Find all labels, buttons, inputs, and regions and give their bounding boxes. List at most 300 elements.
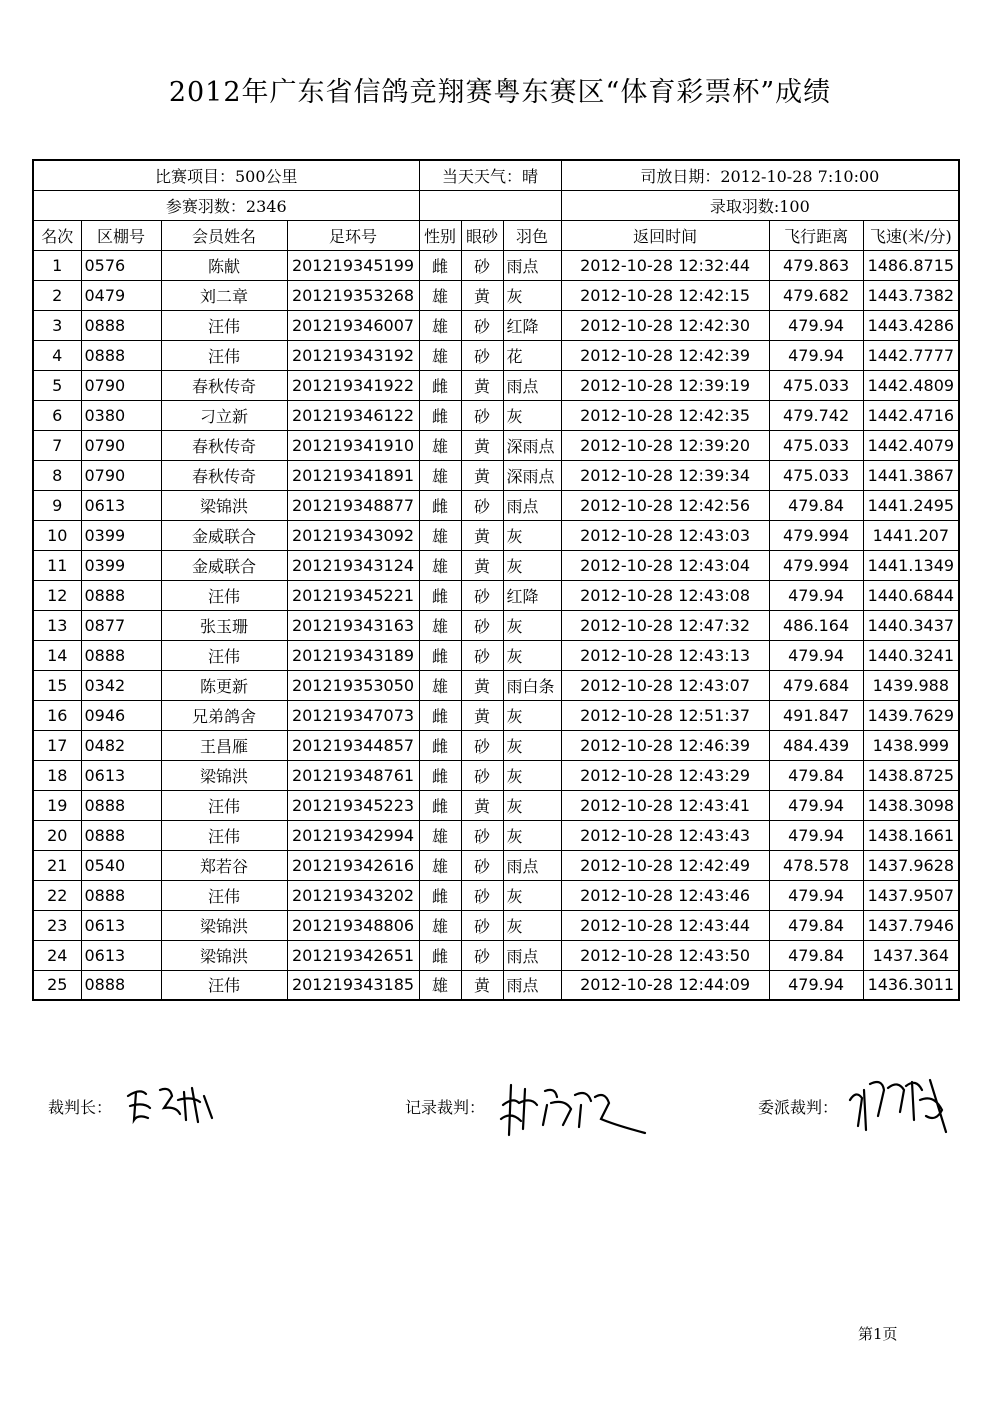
cell-loft: 0888 xyxy=(81,790,161,820)
col-header-return-time: 返回时间 xyxy=(561,220,769,250)
cell-color: 雨点 xyxy=(503,850,561,880)
cell-distance: 479.94 xyxy=(769,310,863,340)
cell-distance: 475.033 xyxy=(769,370,863,400)
cell-loft: 0342 xyxy=(81,670,161,700)
cell-color: 灰 xyxy=(503,610,561,640)
cell-color: 灰 xyxy=(503,280,561,310)
cell-loft: 0613 xyxy=(81,760,161,790)
cell-ring: 201219343202 xyxy=(287,880,419,910)
cell-member: 梁锦洪 xyxy=(161,490,287,520)
cell-return-time: 2012-10-28 12:46:39 xyxy=(561,730,769,760)
cell-color: 红降 xyxy=(503,310,561,340)
cell-rank: 2 xyxy=(33,280,81,310)
cell-rank: 24 xyxy=(33,940,81,970)
cell-eye: 黄 xyxy=(461,460,503,490)
cell-return-time: 2012-10-28 12:47:32 xyxy=(561,610,769,640)
cell-ring: 201219353268 xyxy=(287,280,419,310)
cell-eye: 黄 xyxy=(461,520,503,550)
cell-ring: 201219346122 xyxy=(287,400,419,430)
cell-distance: 478.578 xyxy=(769,850,863,880)
cell-sex: 雌 xyxy=(419,700,461,730)
cell-sex: 雌 xyxy=(419,250,461,280)
cell-rank: 10 xyxy=(33,520,81,550)
cell-loft: 0888 xyxy=(81,340,161,370)
cell-eye: 黄 xyxy=(461,280,503,310)
cell-rank: 3 xyxy=(33,310,81,340)
cell-rank: 17 xyxy=(33,730,81,760)
cell-sex: 雌 xyxy=(419,730,461,760)
col-header-sex: 性别 xyxy=(419,220,461,250)
cell-speed: 1437.7946 xyxy=(863,910,959,940)
cell-rank: 7 xyxy=(33,430,81,460)
cell-member: 刘二章 xyxy=(161,280,287,310)
cell-member: 梁锦洪 xyxy=(161,940,287,970)
cell-loft: 0888 xyxy=(81,970,161,1000)
table-row xyxy=(33,790,959,820)
cell-return-time: 2012-10-28 12:43:50 xyxy=(561,940,769,970)
table-row xyxy=(33,670,959,700)
cell-eye: 砂 xyxy=(461,730,503,760)
cell-speed: 1440.6844 xyxy=(863,580,959,610)
cell-color: 花 xyxy=(503,340,561,370)
cell-return-time: 2012-10-28 12:42:49 xyxy=(561,850,769,880)
cell-rank: 15 xyxy=(33,670,81,700)
col-header-eye: 眼砂 xyxy=(461,220,503,250)
appointed-referee-label: 委派裁判： xyxy=(758,1098,839,1117)
cell-color: 雨点 xyxy=(503,940,561,970)
cell-speed: 1441.3867 xyxy=(863,460,959,490)
cell-member: 汪伟 xyxy=(161,820,287,850)
cell-eye: 黄 xyxy=(461,700,503,730)
cell-rank: 6 xyxy=(33,400,81,430)
table-row xyxy=(33,490,959,520)
col-header-ring: 足环号 xyxy=(287,220,419,250)
cell-distance: 479.682 xyxy=(769,280,863,310)
page-number: 第1页 xyxy=(858,1325,898,1343)
cell-distance: 479.84 xyxy=(769,940,863,970)
col-header-speed: 飞速(米/分) xyxy=(863,220,959,250)
cell-color: 深雨点 xyxy=(503,460,561,490)
cell-eye: 砂 xyxy=(461,490,503,520)
cell-rank: 18 xyxy=(33,760,81,790)
cell-color: 灰 xyxy=(503,880,561,910)
table-row xyxy=(33,430,959,460)
cell-sex: 雄 xyxy=(419,520,461,550)
cell-sex: 雄 xyxy=(419,910,461,940)
cell-speed: 1440.3437 xyxy=(863,610,959,640)
cell-color: 雨点 xyxy=(503,370,561,400)
cell-return-time: 2012-10-28 12:43:29 xyxy=(561,760,769,790)
cell-speed: 1437.364 xyxy=(863,940,959,970)
cell-return-time: 2012-10-28 12:43:03 xyxy=(561,520,769,550)
cell-member: 梁锦洪 xyxy=(161,760,287,790)
cell-color: 灰 xyxy=(503,400,561,430)
cell-eye: 砂 xyxy=(461,340,503,370)
cell-speed: 1436.3011 xyxy=(863,970,959,1000)
cell-rank: 20 xyxy=(33,820,81,850)
cell-member: 汪伟 xyxy=(161,880,287,910)
cell-sex: 雄 xyxy=(419,970,461,1000)
cell-loft: 0576 xyxy=(81,250,161,280)
cell-speed: 1438.999 xyxy=(863,730,959,760)
cell-eye: 黄 xyxy=(461,790,503,820)
cell-rank: 9 xyxy=(33,490,81,520)
cell-eye: 砂 xyxy=(461,640,503,670)
cell-rank: 4 xyxy=(33,340,81,370)
cell-ring: 201219342616 xyxy=(287,850,419,880)
cell-speed: 1439.988 xyxy=(863,670,959,700)
cell-ring: 201219345223 xyxy=(287,790,419,820)
chief-referee-label: 裁判长： xyxy=(48,1098,113,1117)
cell-speed: 1437.9507 xyxy=(863,880,959,910)
cell-eye: 砂 xyxy=(461,940,503,970)
cell-return-time: 2012-10-28 12:32:44 xyxy=(561,250,769,280)
cell-rank: 23 xyxy=(33,910,81,940)
cell-member: 张玉珊 xyxy=(161,610,287,640)
cell-loft: 0790 xyxy=(81,430,161,460)
cell-return-time: 2012-10-28 12:43:44 xyxy=(561,910,769,940)
cell-member: 汪伟 xyxy=(161,640,287,670)
cell-rank: 8 xyxy=(33,460,81,490)
cell-eye: 黄 xyxy=(461,550,503,580)
info-row-1 xyxy=(33,160,959,190)
table-row xyxy=(33,280,959,310)
cell-loft: 0613 xyxy=(81,910,161,940)
cell-distance: 479.94 xyxy=(769,340,863,370)
cell-color: 深雨点 xyxy=(503,430,561,460)
cell-member: 汪伟 xyxy=(161,970,287,1000)
table-row xyxy=(33,610,959,640)
cell-eye: 砂 xyxy=(461,820,503,850)
cell-return-time: 2012-10-28 12:43:13 xyxy=(561,640,769,670)
cell-speed: 1441.1349 xyxy=(863,550,959,580)
table-row xyxy=(33,970,959,1000)
race-item: 比赛项目：500公里 xyxy=(33,160,419,190)
cell-distance: 479.94 xyxy=(769,580,863,610)
entries-count: 参赛羽数：2346 xyxy=(33,190,419,220)
cell-sex: 雄 xyxy=(419,430,461,460)
cell-return-time: 2012-10-28 12:43:43 xyxy=(561,820,769,850)
cell-speed: 1442.4716 xyxy=(863,400,959,430)
cell-member: 汪伟 xyxy=(161,790,287,820)
cell-ring: 201219353050 xyxy=(287,670,419,700)
cell-member: 汪伟 xyxy=(161,340,287,370)
cell-member: 春秋传奇 xyxy=(161,430,287,460)
cell-sex: 雄 xyxy=(419,340,461,370)
recording-referee-label: 记录裁判： xyxy=(405,1098,486,1117)
weather: 当天天气：晴 xyxy=(419,160,561,190)
cell-member: 陈更新 xyxy=(161,670,287,700)
table-row xyxy=(33,700,959,730)
cell-color: 灰 xyxy=(503,640,561,670)
cell-ring: 201219343163 xyxy=(287,610,419,640)
col-header-distance: 飞行距离 xyxy=(769,220,863,250)
cell-rank: 22 xyxy=(33,880,81,910)
cell-return-time: 2012-10-28 12:42:15 xyxy=(561,280,769,310)
recording-referee-signature xyxy=(495,1075,655,1145)
cell-eye: 黄 xyxy=(461,370,503,400)
cell-sex: 雄 xyxy=(419,280,461,310)
cell-color: 雨点 xyxy=(503,490,561,520)
table-row xyxy=(33,400,959,430)
cell-eye: 砂 xyxy=(461,850,503,880)
cell-loft: 0888 xyxy=(81,310,161,340)
cell-distance: 479.94 xyxy=(769,640,863,670)
cell-distance: 479.84 xyxy=(769,910,863,940)
cell-ring: 201219347073 xyxy=(287,700,419,730)
cell-loft: 0399 xyxy=(81,520,161,550)
cell-return-time: 2012-10-28 12:43:08 xyxy=(561,580,769,610)
cell-rank: 5 xyxy=(33,370,81,400)
cell-loft: 0946 xyxy=(81,700,161,730)
table-row xyxy=(33,460,959,490)
cell-eye: 砂 xyxy=(461,400,503,430)
cell-distance: 479.94 xyxy=(769,820,863,850)
cell-distance: 479.84 xyxy=(769,490,863,520)
cell-distance: 479.994 xyxy=(769,550,863,580)
cell-loft: 0613 xyxy=(81,490,161,520)
cell-loft: 0479 xyxy=(81,280,161,310)
appointed-referee-signature xyxy=(842,1060,952,1140)
cell-distance: 479.84 xyxy=(769,760,863,790)
cell-member: 春秋传奇 xyxy=(161,370,287,400)
table-row xyxy=(33,760,959,790)
info-row-2 xyxy=(33,190,959,220)
cell-member: 金威联合 xyxy=(161,520,287,550)
cell-loft: 0888 xyxy=(81,580,161,610)
col-header-member: 会员姓名 xyxy=(161,220,287,250)
results-table xyxy=(32,159,960,1001)
cell-return-time: 2012-10-28 12:39:19 xyxy=(561,370,769,400)
cell-rank: 13 xyxy=(33,610,81,640)
cell-speed: 1440.3241 xyxy=(863,640,959,670)
cell-ring: 201219348761 xyxy=(287,760,419,790)
info-blank-cell xyxy=(419,190,561,220)
cell-sex: 雌 xyxy=(419,400,461,430)
cell-sex: 雄 xyxy=(419,670,461,700)
cell-ring: 201219346007 xyxy=(287,310,419,340)
cell-member: 陈献 xyxy=(161,250,287,280)
cell-color: 灰 xyxy=(503,820,561,850)
table-row xyxy=(33,340,959,370)
cell-rank: 1 xyxy=(33,250,81,280)
cell-sex: 雄 xyxy=(419,820,461,850)
page-title: 2012年广东省信鸽竞翔赛粤东赛区“体育彩票杯”成绩 xyxy=(168,77,832,108)
cell-color: 雨点 xyxy=(503,250,561,280)
cell-distance: 479.94 xyxy=(769,880,863,910)
cell-distance: 479.742 xyxy=(769,400,863,430)
cell-loft: 0399 xyxy=(81,550,161,580)
cell-color: 灰 xyxy=(503,730,561,760)
table-row xyxy=(33,910,959,940)
cell-color: 红降 xyxy=(503,580,561,610)
cell-distance: 479.994 xyxy=(769,520,863,550)
cell-loft: 0540 xyxy=(81,850,161,880)
cell-color: 灰 xyxy=(503,550,561,580)
cell-loft: 0877 xyxy=(81,610,161,640)
cell-eye: 黄 xyxy=(461,430,503,460)
cell-sex: 雄 xyxy=(419,610,461,640)
cell-rank: 11 xyxy=(33,550,81,580)
cell-loft: 0380 xyxy=(81,400,161,430)
cell-color: 雨点 xyxy=(503,970,561,1000)
cell-sex: 雌 xyxy=(419,790,461,820)
cell-ring: 201219343092 xyxy=(287,520,419,550)
cell-member: 兄弟鸽舍 xyxy=(161,700,287,730)
cell-loft: 0790 xyxy=(81,370,161,400)
cell-speed: 1443.7382 xyxy=(863,280,959,310)
cell-rank: 21 xyxy=(33,850,81,880)
cell-rank: 12 xyxy=(33,580,81,610)
cell-color: 灰 xyxy=(503,760,561,790)
table-row xyxy=(33,250,959,280)
cell-color: 灰 xyxy=(503,790,561,820)
cell-speed: 1441.207 xyxy=(863,520,959,550)
cell-sex: 雌 xyxy=(419,880,461,910)
cell-rank: 19 xyxy=(33,790,81,820)
cell-eye: 砂 xyxy=(461,910,503,940)
cell-speed: 1442.7777 xyxy=(863,340,959,370)
cell-sex: 雌 xyxy=(419,490,461,520)
cell-return-time: 2012-10-28 12:43:07 xyxy=(561,670,769,700)
cell-ring: 201219345199 xyxy=(287,250,419,280)
cell-distance: 475.033 xyxy=(769,460,863,490)
cell-return-time: 2012-10-28 12:42:30 xyxy=(561,310,769,340)
cell-ring: 201219348806 xyxy=(287,910,419,940)
cell-return-time: 2012-10-28 12:43:04 xyxy=(561,550,769,580)
cell-speed: 1438.3098 xyxy=(863,790,959,820)
cell-speed: 1442.4079 xyxy=(863,430,959,460)
cell-color: 灰 xyxy=(503,700,561,730)
cell-ring: 201219341922 xyxy=(287,370,419,400)
cell-loft: 0888 xyxy=(81,880,161,910)
cell-ring: 201219343189 xyxy=(287,640,419,670)
cell-member: 刁立新 xyxy=(161,400,287,430)
cell-loft: 0613 xyxy=(81,940,161,970)
cell-speed: 1486.8715 xyxy=(863,250,959,280)
cell-rank: 25 xyxy=(33,970,81,1000)
cell-speed: 1437.9628 xyxy=(863,850,959,880)
table-row xyxy=(33,940,959,970)
cell-loft: 0888 xyxy=(81,820,161,850)
cell-distance: 491.847 xyxy=(769,700,863,730)
cell-eye: 黄 xyxy=(461,670,503,700)
cell-ring: 201219345221 xyxy=(287,580,419,610)
qualified-count: 录取羽数:100 xyxy=(561,190,959,220)
cell-ring: 201219348877 xyxy=(287,490,419,520)
cell-color: 灰 xyxy=(503,520,561,550)
cell-member: 金威联合 xyxy=(161,550,287,580)
cell-eye: 砂 xyxy=(461,310,503,340)
table-row xyxy=(33,640,959,670)
cell-ring: 201219343124 xyxy=(287,550,419,580)
cell-sex: 雄 xyxy=(419,310,461,340)
cell-eye: 砂 xyxy=(461,250,503,280)
cell-ring: 201219341910 xyxy=(287,430,419,460)
cell-sex: 雌 xyxy=(419,580,461,610)
cell-return-time: 2012-10-28 12:44:09 xyxy=(561,970,769,1000)
cell-return-time: 2012-10-28 12:51:37 xyxy=(561,700,769,730)
cell-member: 梁锦洪 xyxy=(161,910,287,940)
table-row xyxy=(33,850,959,880)
table-row xyxy=(33,580,959,610)
cell-distance: 475.033 xyxy=(769,430,863,460)
cell-loft: 0482 xyxy=(81,730,161,760)
cell-member: 汪伟 xyxy=(161,310,287,340)
cell-eye: 砂 xyxy=(461,880,503,910)
cell-return-time: 2012-10-28 12:43:46 xyxy=(561,880,769,910)
cell-sex: 雌 xyxy=(419,760,461,790)
cell-ring: 201219343185 xyxy=(287,970,419,1000)
cell-loft: 0790 xyxy=(81,460,161,490)
cell-ring: 201219344857 xyxy=(287,730,419,760)
col-header-rank: 名次 xyxy=(33,220,81,250)
column-header-row xyxy=(33,220,959,250)
cell-member: 春秋传奇 xyxy=(161,460,287,490)
cell-return-time: 2012-10-28 12:43:41 xyxy=(561,790,769,820)
cell-sex: 雄 xyxy=(419,850,461,880)
cell-speed: 1439.7629 xyxy=(863,700,959,730)
cell-speed: 1438.1661 xyxy=(863,820,959,850)
release-date: 司放日期：2012-10-28 7:10:00 xyxy=(561,160,959,190)
cell-distance: 479.684 xyxy=(769,670,863,700)
table-row xyxy=(33,820,959,850)
table-row xyxy=(33,310,959,340)
cell-member: 郑若谷 xyxy=(161,850,287,880)
cell-member: 王昌雁 xyxy=(161,730,287,760)
cell-distance: 479.94 xyxy=(769,970,863,1000)
cell-ring: 201219342651 xyxy=(287,940,419,970)
cell-sex: 雌 xyxy=(419,940,461,970)
cell-distance: 486.164 xyxy=(769,610,863,640)
cell-member: 汪伟 xyxy=(161,580,287,610)
cell-speed: 1442.4809 xyxy=(863,370,959,400)
table-row xyxy=(33,550,959,580)
cell-color: 灰 xyxy=(503,910,561,940)
cell-distance: 484.439 xyxy=(769,730,863,760)
cell-color: 雨白条 xyxy=(503,670,561,700)
cell-sex: 雄 xyxy=(419,550,461,580)
col-header-color: 羽色 xyxy=(503,220,561,250)
cell-speed: 1438.8725 xyxy=(863,760,959,790)
cell-sex: 雄 xyxy=(419,460,461,490)
col-header-loft: 区棚号 xyxy=(81,220,161,250)
cell-ring: 201219342994 xyxy=(287,820,419,850)
cell-return-time: 2012-10-28 12:42:39 xyxy=(561,340,769,370)
cell-speed: 1441.2495 xyxy=(863,490,959,520)
table-row xyxy=(33,370,959,400)
cell-eye: 砂 xyxy=(461,580,503,610)
cell-return-time: 2012-10-28 12:39:34 xyxy=(561,460,769,490)
cell-distance: 479.863 xyxy=(769,250,863,280)
cell-sex: 雌 xyxy=(419,640,461,670)
table-row xyxy=(33,520,959,550)
table-row xyxy=(33,880,959,910)
chief-referee-signature xyxy=(120,1078,220,1128)
cell-return-time: 2012-10-28 12:42:35 xyxy=(561,400,769,430)
cell-rank: 14 xyxy=(33,640,81,670)
cell-ring: 201219343192 xyxy=(287,340,419,370)
cell-speed: 1443.4286 xyxy=(863,310,959,340)
cell-return-time: 2012-10-28 12:39:20 xyxy=(561,430,769,460)
cell-return-time: 2012-10-28 12:42:56 xyxy=(561,490,769,520)
cell-sex: 雌 xyxy=(419,370,461,400)
cell-eye: 黄 xyxy=(461,970,503,1000)
cell-ring: 201219341891 xyxy=(287,460,419,490)
cell-loft: 0888 xyxy=(81,640,161,670)
cell-eye: 砂 xyxy=(461,610,503,640)
cell-distance: 479.94 xyxy=(769,790,863,820)
